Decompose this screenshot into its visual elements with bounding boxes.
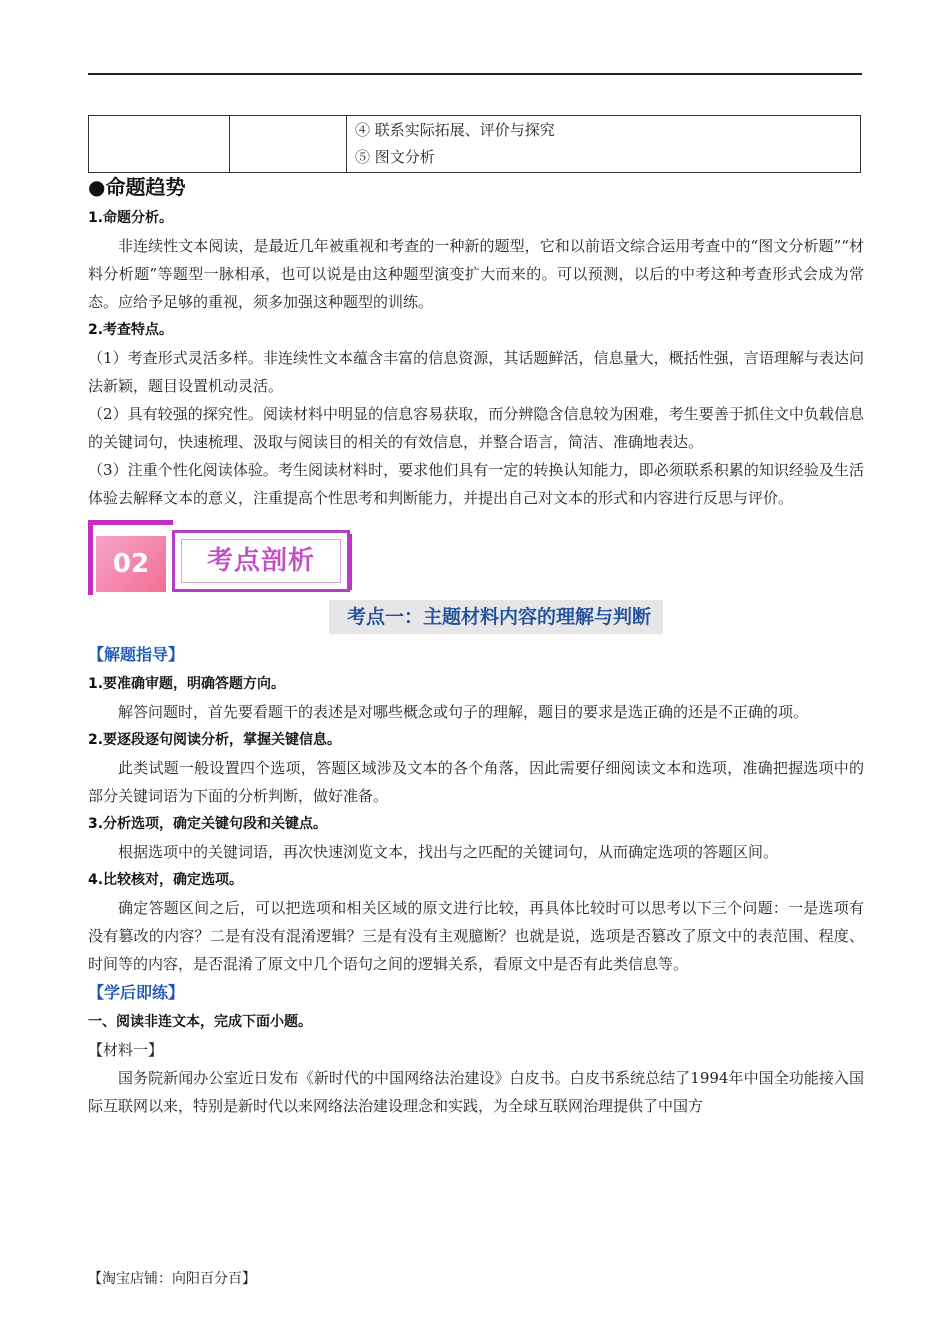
banner-label: 考点剖析 bbox=[172, 530, 350, 592]
table-item: ④ 联系实际拓展、评价与探究 bbox=[355, 121, 555, 139]
guide-item-text: 根据选项中的关键词语，再次快速浏览文本，找出与之匹配的关键词句，从而确定选项的答题区间。 bbox=[118, 843, 779, 861]
banner-number: 02 bbox=[96, 536, 166, 592]
summary-table bbox=[88, 115, 861, 173]
paragraph: 非连续性文本阅读，是最近几年被重视和考查的一种新的题型，它和以前语文综合运用考查中的“图文分析题”“材料分析题”等题型一脉相承，也可以说是由这种题型演变扩大而来的。可以预测，以后的中考这种考查形式会成为常态。应给予足够的重视，须多加强这种题型的训练。 bbox=[88, 237, 864, 311]
section-title: 2.考查特点。 bbox=[88, 322, 174, 338]
guide-item-title: 4.比较核对，确定选项。 bbox=[88, 872, 244, 888]
material-label: 【材料一】 bbox=[88, 1041, 164, 1059]
main-content bbox=[88, 170, 864, 1120]
table-cell-empty-1 bbox=[89, 116, 230, 173]
guide-item-title: 1.要准确审题，明确答题方向。 bbox=[88, 676, 286, 692]
guide-item-text: 此类试题一般设置四个选项，答题区域涉及文本的各个角落，因此需要仔细阅读文本和选项，准确把握选项中的部分关键词语为下面的分析判断，做好准备。 bbox=[88, 759, 864, 805]
guide-item-title: 2.要逐段逐句阅读分析，掌握关键信息。 bbox=[88, 732, 342, 748]
table-cell-items bbox=[347, 116, 861, 173]
header-rule bbox=[88, 73, 862, 75]
footer-shop: 【淘宝店铺：向阳百分百】 bbox=[88, 1271, 256, 1287]
guide-item-title: 3.分析选项，确定关键句段和关键点。 bbox=[88, 816, 328, 832]
paragraph: （1）考查形式灵活多样。非连续性文本蕴含丰富的信息资源，其话题鲜活，信息量大，概括性强，言语理解与表达问法新颖，题目设置机动灵活。 bbox=[88, 349, 864, 395]
section-title: 1.命题分析。 bbox=[88, 210, 174, 226]
material-text: 国务院新闻办公室近日发布《新时代的中国网络法治建设》白皮书。白皮书系统总结了1994年中国全功能接入国际互联网以来，特别是新时代以来网络法治建设理念和实践，为全球互联网治理提供了中国方 bbox=[88, 1069, 864, 1115]
guide-heading: 【解题指导】 bbox=[88, 645, 185, 664]
kaodian-title: 考点一：主题材料内容的理解与判断 bbox=[329, 600, 663, 634]
question-title: 一、阅读非连文本，完成下面小题。 bbox=[88, 1014, 312, 1030]
paragraph: （2）具有较强的探究性。阅读材料中明显的信息容易获取，而分辨隐含信息较为困难，考生要善于抓住文中负载信息的关键词句，快速梳理、汲取与阅读目的相关的有效信息，并整合语言，简洁、准确地表达。 bbox=[88, 405, 864, 451]
guide-item-text: 解答问题时，首先要看题干的表述是对哪些概念或句子的理解，题目的要求是选正确的还是不正确的项。 bbox=[118, 703, 809, 721]
table-item: ⑤ 图文分析 bbox=[355, 148, 435, 166]
guide-item-text: 确定答题区间之后，可以把选项和相关区域的原文进行比较，再具体比较时可以思考以下三个问题：一是选项有没有篡改的内容？二是有没有混淆逻辑？三是有没有主观臆断？也就是说，选项是否篡改了原文中的表范围、程度、时间等的内容，是否混淆了原文中几个语句之间的逻辑关系，看原文中是否有此类信息等。 bbox=[88, 899, 864, 973]
section-banner bbox=[88, 520, 864, 608]
practice-heading: 【学后即练】 bbox=[88, 983, 185, 1002]
table-cell-empty-2 bbox=[230, 116, 347, 173]
paragraph: （3）注重个性化阅读体验。考生阅读材料时，要求他们具有一定的转换认知能力，即必须联系积累的知识经验及生活体验去解释文本的意义，注重提高个性思考和判断能力，并提出自己对文本的形式和内容进行反思与评价。 bbox=[88, 461, 864, 507]
trend-heading: ●命题趋势 bbox=[88, 175, 186, 199]
